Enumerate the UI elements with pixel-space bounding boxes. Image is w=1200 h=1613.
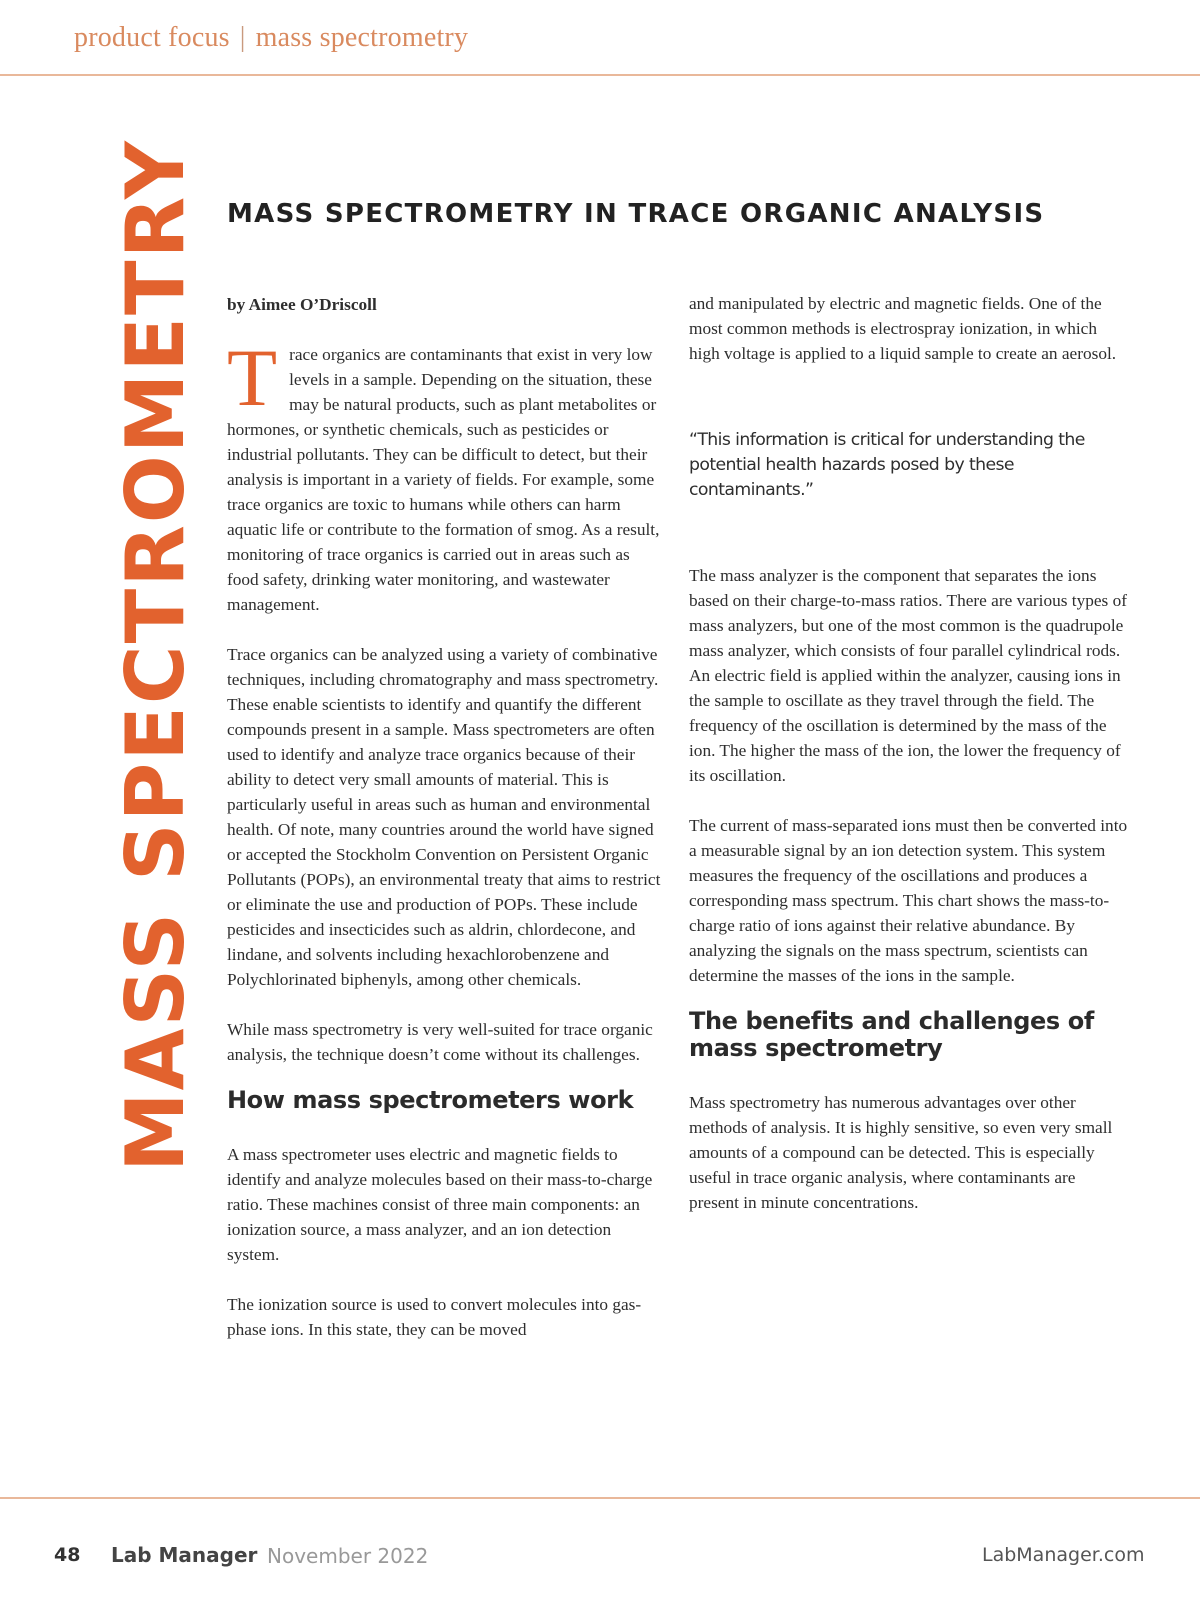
subhead-benefits: The benefits and challenges of mass spectrometry xyxy=(689,1007,1094,1062)
paragraph-intro xyxy=(227,332,663,617)
byline: by Aimee O’Driscoll xyxy=(227,295,377,314)
bottom-rule xyxy=(0,1497,1200,1499)
paragraph-3: While mass spectrometry is very well-suited for trace organic analysis, the technique doesn’t come without its challenges. xyxy=(227,1020,653,1064)
website-link[interactable]: LabManager.com xyxy=(982,1544,1145,1566)
paragraph-4: A mass spectrometer uses electric and magnetic fields to identify and analyze molecules based on their mass-to-charge ratio. These machines consist of three main components: an ionization source, a mass analyzer, and an ion detection system. xyxy=(227,1145,653,1264)
spacer xyxy=(689,788,1129,813)
vertical-section-title: MASS SPECTROMETRY xyxy=(109,139,202,1172)
running-header xyxy=(74,22,468,54)
article-title: MASS SPECTROMETRY IN TRACE ORGANIC ANALYSIS xyxy=(227,199,1045,229)
spacer xyxy=(227,992,663,1017)
header-section: product focus xyxy=(74,22,230,53)
right-column xyxy=(689,291,1129,1215)
top-rule xyxy=(0,74,1200,76)
spacer xyxy=(227,617,663,642)
paragraph-6: and manipulated by electric and magnetic fields. One of the most common methods is electrospray ionization, in which high voltage is applied to a liquid sample to create an aerosol. xyxy=(689,294,1117,363)
spacer xyxy=(227,317,663,342)
subhead-how-it-works: How mass spectrometers work xyxy=(227,1086,634,1114)
drop-cap: T xyxy=(227,332,278,423)
paragraph-intro-text: race organics are contaminants that exist in very low levels in a sample. Depending on the situation, these may be natural products, such as plant metabolites or hormones, or synthetic chemicals, such as pesticides or industrial pollutants. They can be difficult to detect, but their analysis is important in a variety of fields. For example, some trace organics are toxic to humans while others can harm aquatic life or contribute to the formation of smog. As a result, monitoring of trace organics is carried out in areas such as food safety, drinking water monitoring, and wastewater management. xyxy=(227,345,660,614)
magazine-name: Lab Manager xyxy=(111,1543,258,1567)
issue-date: November 2022 xyxy=(267,1544,429,1568)
paragraph-8: The current of mass-separated ions must then be converted into a measurable signal by an ion detection system. This system measures the frequency of the oscillations and produces a corresponding mass spectrum. This chart shows the mass-to-charge ratio of ions against their relative abundance. By analyzing the signals on the mass spectrum, scientists can determine the masses of the ions in the sample. xyxy=(689,816,1128,985)
header-separator: | xyxy=(239,22,246,53)
left-column xyxy=(227,292,663,1342)
paragraph-9: Mass spectrometry has numerous advantages over other methods of analysis. It is highly sensitive, so even very small amounts of a compound can be detected. This is especially useful in trace organic analysis, where contaminants are present in minute concentrations. xyxy=(689,1093,1113,1212)
header-topic: mass spectrometry xyxy=(255,22,469,53)
spacer xyxy=(227,1267,663,1292)
paragraph-7: The mass analyzer is the component that separates the ions based on their charge-to-mass ratios. There are various types of mass analyzers, but one of the most common is the quadrupole mass analyzer, which consists of four parallel cylindrical rods. An electric field is applied within the analyzer, causing ions in the sample to oscillate as they travel through the field. The frequency of the oscillation is determined by the mass of the ion. The higher the mass of the ion, the lower the frequency of its oscillation. xyxy=(689,566,1127,785)
page-number: 48 xyxy=(54,1544,81,1566)
paragraph-5: The ionization source is used to convert molecules into gas-phase ions. In this state, they can be moved xyxy=(227,1295,642,1339)
pull-quote: “This information is critical for understanding the potential health hazards posed by these contaminants.” xyxy=(689,430,1085,500)
paragraph-2: Trace organics can be analyzed using a variety of combinative techniques, including chromatography and mass spectrometry. These enable scientists to identify and quantify the different compounds present in a sample. Mass spectrometers are often used to identify and analyze trace organics because of their ability to detect very small amounts of material. This is particularly useful in areas such as human and environmental health. Of note, many countries around the world have signed or accepted the Stockholm Convention on Persistent Organic Pollutants (POPs), an environmental treaty that aims to restrict or eliminate the use and production of POPs. These include pesticides and insecticides such as aldrin, chlordecone, and lindane, and solvents including hexachlorobenzene and Polychlorinated biphenyls, among other chemicals. xyxy=(227,645,661,989)
